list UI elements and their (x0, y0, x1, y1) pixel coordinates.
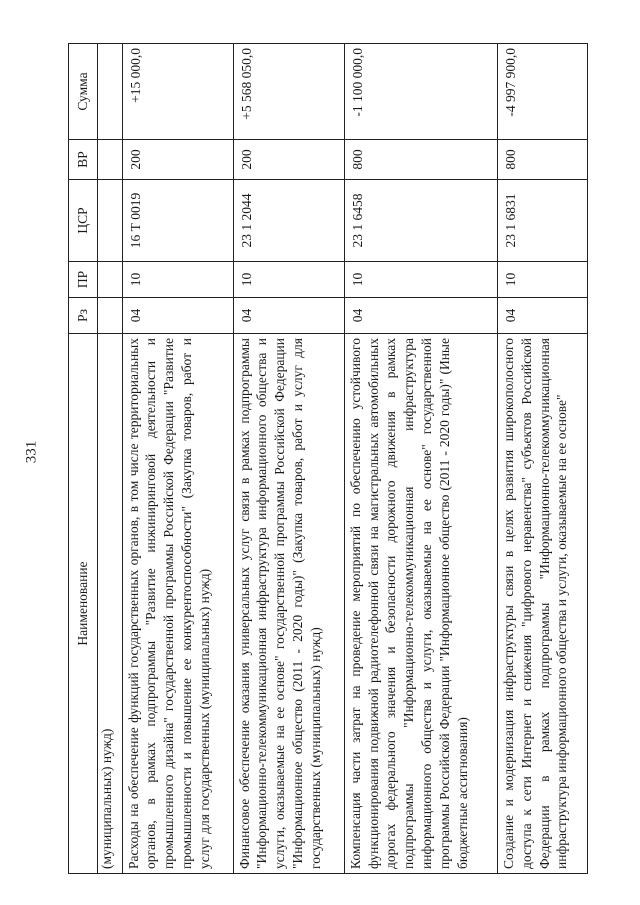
header-sum: Сумма (69, 44, 98, 140)
table-row-continuation (98, 44, 123, 874)
header-vr: ВР (69, 140, 98, 180)
row-csr: 23 1 6831 (497, 180, 587, 262)
table-row (344, 44, 497, 874)
header-rz: Рз (69, 298, 98, 334)
row-name: Создание и модернизация инфраструктуры связи в целях развития широкополосного доступа к сети Интернет и снижения "цифрового неравенства" субъектов Российской Федерации в рамках подпрограммы "Информационно-телекоммуникационная инфраструктура информационного общества и услуги, оказываемые на ее основе" (497, 334, 587, 874)
row-sum: -4 997 900,0 (497, 44, 587, 140)
header-name: Наименование (69, 334, 98, 874)
table-row (122, 44, 233, 874)
rotated-table-area (68, 44, 588, 874)
table-row (233, 44, 344, 874)
continuation-text: (муниципальных) нужд) (98, 334, 123, 874)
row-csr: 16 Т 0019 (122, 180, 233, 262)
row-name: Финансовое обеспечение оказания универсальных услуг связи в рамках подпрограммы "Информационно-телекоммуникационная инфраструктура информационного общества и услуги, оказываемые на ее основе" государственной программы Российской Федерации "Информационное общество (2011 - 2020 годы)" (Закупка товаров, работ и услуг для государственных (муниципальных) нужд) (233, 334, 344, 874)
row-pr: 10 (344, 262, 497, 298)
table-row (497, 44, 587, 874)
row-name: Расходы на обеспечение функций государственных органов, в том числе территориальных органов, в рамках подпрограммы "Развитие инжиниринговой деятельности и промышленного дизайна" государственной программы Российской Федерации "Развитие промышленности и повышение ее конкурентоспособности" (Закупка товаров, работ и услуг для государственных (муниципальных) нужд) (122, 334, 233, 874)
cell-empty (98, 298, 123, 334)
row-vr: 200 (233, 140, 344, 180)
row-vr: 200 (122, 140, 233, 180)
cell-empty (98, 180, 123, 262)
row-rz: 04 (233, 298, 344, 334)
row-sum: +15 000,0 (122, 44, 233, 140)
header-csr: ЦСР (69, 180, 98, 262)
header-pr: ПР (69, 262, 98, 298)
page-number: 331 (23, 440, 40, 464)
row-rz: 04 (344, 298, 497, 334)
row-pr: 10 (497, 262, 587, 298)
row-csr: 23 1 6458 (344, 180, 497, 262)
row-pr: 10 (233, 262, 344, 298)
budget-table (68, 43, 588, 874)
table-header-row (69, 44, 98, 874)
cell-empty (98, 140, 123, 180)
row-sum: +5 568 050,0 (233, 44, 344, 140)
row-rz: 04 (497, 298, 587, 334)
row-pr: 10 (122, 262, 233, 298)
row-csr: 23 1 2044 (233, 180, 344, 262)
row-vr: 800 (497, 140, 587, 180)
row-rz: 04 (122, 298, 233, 334)
row-vr: 800 (344, 140, 497, 180)
row-name: Компенсация части затрат на проведение мероприятий по обеспечению устойчивого функционирования подвижной радиотелефонной связи на магистральных автомобильных дорогах федерального значения и безопасности дорожного движения в рамках подпрограммы "Информационно-телекоммуникационная инфраструктура информационного общества и услуги, оказываемые на ее основе" государственной программы Российской Федерации "Информационное общество (2011 - 2020 годы)" (Иные бюджетные ассигнования) (344, 334, 497, 874)
cell-empty (98, 262, 123, 298)
row-sum: -1 100 000,0 (344, 44, 497, 140)
cell-empty (98, 44, 123, 140)
